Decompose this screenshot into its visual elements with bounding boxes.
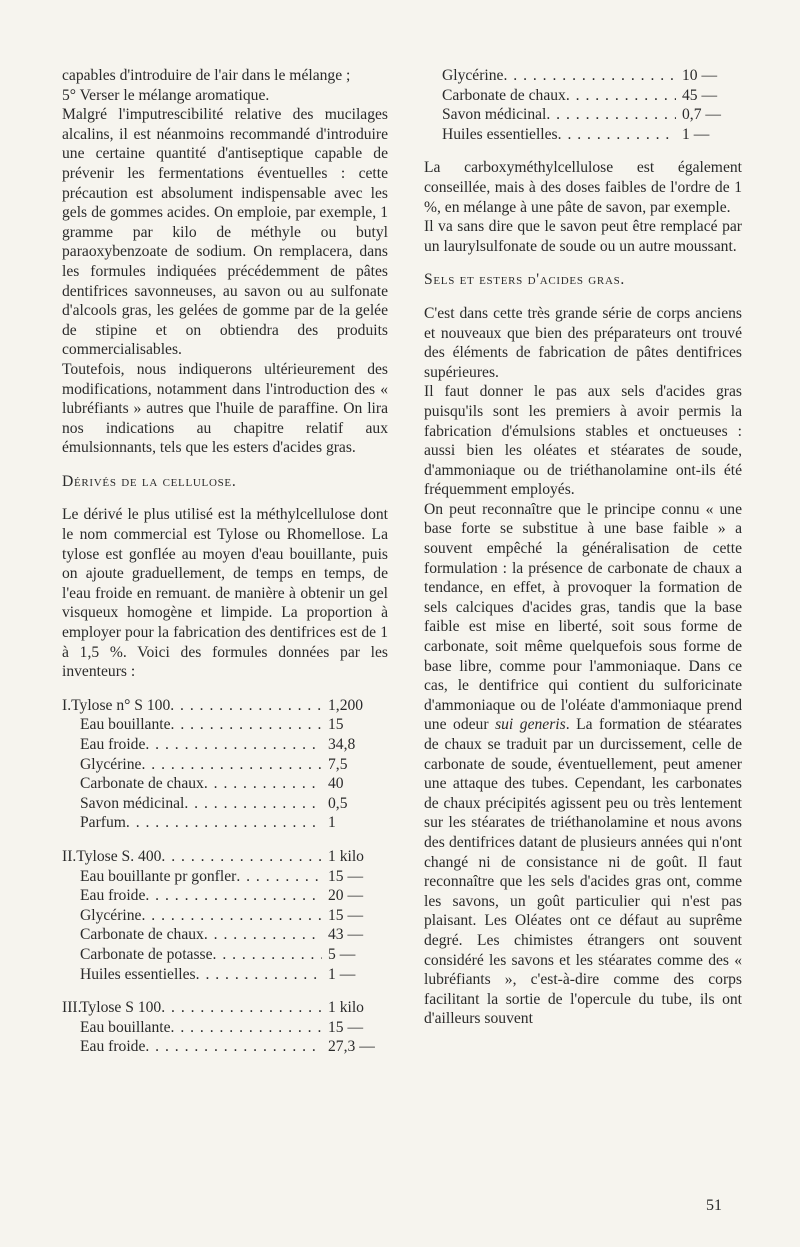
ingredient-name: Carbonate de chaux (442, 86, 566, 104)
ingredient-value: 1 — (682, 125, 710, 143)
ingredient-value: 0,7 — (682, 106, 721, 124)
paragraph: La carboxyméthylcellulose est également conseillée, mais à des doses faibles de l'ordre de 1 %, en mélange à une pâte de savon, par exemple. (424, 159, 742, 216)
ingredient-value: 40 (328, 775, 344, 793)
right-column (424, 66, 742, 1029)
left-column (62, 66, 388, 1057)
ingredient-value: 43 — (328, 926, 364, 944)
ingredient-name: Carbonate de potasse (80, 945, 213, 963)
paragraph: 5° Verser le mélange aromatique. (62, 86, 270, 104)
paragraph (424, 500, 742, 1029)
paragraph: Il va sans dire que le savon peut être remplacé par un laurylsulfonate de soude ou un autre moussant. (424, 218, 742, 255)
ingredient-value: 15 — (328, 867, 364, 885)
ingredient-name: Huiles essentielles (442, 125, 558, 143)
ingredient-name: Eau froide (80, 736, 146, 753)
paragraph-text: . La formation de stéarates de chaux se traduit par un durcissement, celle de carbonate de soude, éventuellement, peut amener une attaque des tubes. Cependant, les carbonates de chaux précipités agissent peu ou très lentement sur les stéarates de triéthanolamine et nous avons des dentifrices datant de plusieurs années qui n'ont changé ni de consistance ni de goût. Il faut reconnaître que les sels d'acides gras ont, comme les savons, un goût particulier qui n'est pas plaisant. Les Oléates ont ce défaut au suprême degré. Les chimistes étrangers ont souvent considéré les savons et les stéarates comme des « lubréfiants », c'est-à-dire comme des corps facilitant la sortie de l'opercule du tube, ils ont d'ailleurs souvent (424, 716, 742, 1028)
ingredient-value: 27,3 — (328, 1038, 375, 1056)
ingredient-name: Parfum (80, 814, 126, 832)
paragraph: Malgré l'imputrescibilité relative des mucilages alcalins, il est néanmoins recommandé d'introduire une certaine quantité d'antiseptique capable de prévenir les fermentations éventuelles : cette précaution est absolument indispensable avec les gels de gommes acides. On emploie, par exemple, 1 gramme par kilo de méthyle ou butyl paraoxybenzoate de sodium. On remplacera, dans les formules indiquées précédemment de pâtes dentifrices savonneuses, au savon ou au sulfonate d'alcools gras, les gelées de gomme par de la gelée de stipine et on obtiendra des produits commercialisables. (62, 106, 388, 359)
ingredient-name: Eau bouillante pr gonfler (80, 867, 237, 885)
ingredient-name: Tylose n° S 100 (71, 696, 171, 714)
paragraph: C'est dans cette très grande série de corps anciens et nouveaux que bien des préparateurs ont trouvé des éléments de fabrication de pâtes dentifrices supérieures. (424, 304, 742, 381)
formula-label: I. (62, 696, 72, 714)
ingredient-name: Eau bouillante (80, 1018, 171, 1036)
page-number: 51 (706, 1197, 722, 1214)
ingredient-name: Eau froide (80, 887, 146, 905)
ingredient-name: Eau bouillante (80, 716, 171, 734)
paragraph: Il faut donner le pas aux sels d'acides gras puisqu'ils sont les premiers à avoir permis la fabrication d'émulsions stables et onctueuses : aussi bien les oléates et stéarates de soude, d'ammoniaque ou de triéthanolamine ont-ils été fréquemment employés. (424, 383, 742, 499)
ingredient-name: Glycérine (442, 67, 504, 84)
ingredient-name: Tylose S 100 (80, 999, 162, 1017)
ingredient-name: Savon médicinal (80, 794, 185, 812)
ingredient-name: Huiles essentielles (80, 965, 196, 983)
formula-I (62, 696, 388, 833)
ingredient-name: Carbonate de chaux (80, 775, 204, 793)
paragraph-text: On peut reconnaître que le principe connu « une base forte se substitue à une base faible » a souvent empêché la généralisation de cette formulation : la présence de carbonate de chaux a tendance, en effet, à provoquer la formation de sels calciques d'acides gras, tandis que la base faible est mise en liberté, soit sous forme de carbonate, soit même quelquefois sous forme de base libre, comme pour l'ammoniaque. Dans ce cas, le dentifrice qui contient du sulforicinate d'ammoniaque ou de l'oléate d'ammoniaque prend une odeur (424, 500, 742, 734)
ingredient-value: 5 — (328, 945, 356, 963)
ingredient-name: Tylose S. 400 (76, 847, 162, 865)
ingredient-value: 10 — (682, 67, 718, 84)
ingredient-value: 1 — (328, 965, 356, 983)
ingredient-value: 7,5 (328, 755, 348, 773)
ingredient-value: 1 kilo (328, 847, 364, 865)
ingredient-value: 1 (328, 814, 336, 832)
latin-phrase: sui generis (495, 716, 566, 734)
formula-III-continued (424, 66, 742, 144)
formula-label: II. (62, 847, 77, 865)
ingredient-value: 15 — (328, 906, 364, 924)
section-heading: Dérivés de la cellulose. (62, 472, 237, 490)
ingredient-value: 15 (328, 716, 344, 734)
ingredient-name: Glycérine (80, 906, 142, 924)
ingredient-value: 45 — (682, 86, 718, 104)
formula-III (62, 998, 388, 1057)
ingredient-name: Savon médicinal (442, 106, 547, 124)
section-heading: Sels et esters d'acides gras. (424, 271, 626, 289)
formula-label: III. (62, 999, 82, 1017)
formula-II (62, 847, 388, 984)
ingredient-value: 34,8 (328, 736, 356, 753)
ingredient-value: 1 kilo (328, 999, 364, 1017)
ingredient-value: 20 — (328, 887, 364, 905)
ingredient-value: 1,200 (328, 696, 364, 714)
ingredient-name: Eau froide (80, 1038, 146, 1056)
ingredient-name: Glycérine (80, 755, 142, 773)
ingredient-name: Carbonate de chaux (80, 926, 204, 944)
ingredient-value: 0,5 (328, 794, 348, 812)
paragraph: Toutefois, nous indiquerons ultérieurement des modifications, notamment dans l'introduction des « lubréfiants » autres que l'huile de paraffine. On lira nos indications au chapitre relatif aux émulsionnants, tels que les esters d'acides gras. (62, 360, 388, 457)
paragraph: Le dérivé le plus utilisé est la méthylcellulose dont le nom commercial est Tylose ou Rhomellose. La tylose est gonflée au moyen d'eau bouillante, puis on ajoute graduellement, de temps en temps, de l'eau froide en remuant. de manière à obtenir un gel visqueux homogène et limpide. La proportion à employer pour la fabrication des dentifrices est de 1 à 1,5 %. Voici des formules données par les inventeurs : (62, 506, 388, 681)
ingredient-value: 15 — (328, 1018, 364, 1036)
paragraph: capables d'introduire de l'air dans le mélange ; (62, 67, 351, 84)
